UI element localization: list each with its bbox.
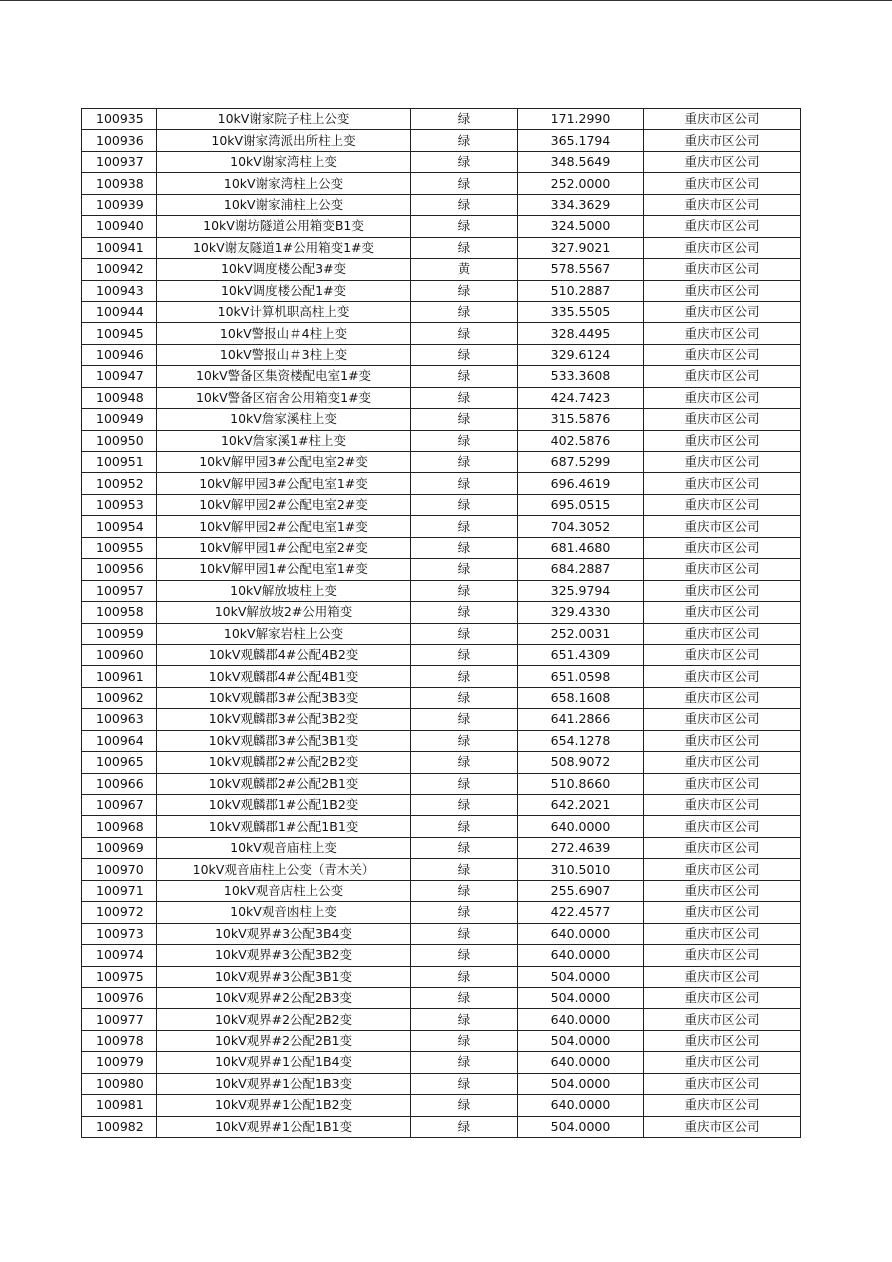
- cell-color: 绿: [411, 880, 518, 901]
- cell-color: 绿: [411, 452, 518, 473]
- cell-color: 绿: [411, 173, 518, 194]
- cell-id: 100963: [82, 709, 157, 730]
- cell-name: 10kV观麟郡4#公配4B1变: [157, 666, 411, 687]
- cell-company: 重庆市区公司: [644, 773, 801, 794]
- cell-id: 100947: [82, 366, 157, 387]
- table-row: [82, 1095, 801, 1116]
- table-row: [82, 387, 801, 408]
- cell-value: 641.2866: [518, 709, 644, 730]
- cell-name: 10kV詹家溪柱上变: [157, 409, 411, 430]
- cell-name: 10kV谢坊隧道公用箱变B1变: [157, 216, 411, 237]
- cell-company: 重庆市区公司: [644, 366, 801, 387]
- cell-company: 重庆市区公司: [644, 259, 801, 280]
- table-row: [82, 816, 801, 837]
- cell-value: 651.4309: [518, 644, 644, 665]
- cell-id: 100958: [82, 602, 157, 623]
- cell-company: 重庆市区公司: [644, 1052, 801, 1073]
- cell-name: 10kV观音庙柱上变: [157, 837, 411, 858]
- cell-id: 100956: [82, 559, 157, 580]
- cell-company: 重庆市区公司: [644, 730, 801, 751]
- table-row: [82, 923, 801, 944]
- cell-value: 365.1794: [518, 130, 644, 151]
- table-row: [82, 1073, 801, 1094]
- table-body: [82, 109, 801, 1138]
- cell-company: 重庆市区公司: [644, 130, 801, 151]
- cell-id: 100959: [82, 623, 157, 644]
- table-row: [82, 666, 801, 687]
- cell-name: 10kV警备区宿舍公用箱变1#变: [157, 387, 411, 408]
- cell-name: 10kV观界#3公配3B4变: [157, 923, 411, 944]
- cell-name: 10kV解甲园2#公配电室2#变: [157, 494, 411, 515]
- table-row: [82, 344, 801, 365]
- cell-company: 重庆市区公司: [644, 1030, 801, 1051]
- table-row: [82, 687, 801, 708]
- cell-color: 绿: [411, 537, 518, 558]
- cell-color: 绿: [411, 945, 518, 966]
- cell-value: 508.9072: [518, 752, 644, 773]
- cell-value: 504.0000: [518, 1030, 644, 1051]
- cell-id: 100949: [82, 409, 157, 430]
- cell-company: 重庆市区公司: [644, 709, 801, 730]
- cell-value: 504.0000: [518, 1116, 644, 1137]
- cell-id: 100968: [82, 816, 157, 837]
- cell-color: 绿: [411, 902, 518, 923]
- cell-id: 100964: [82, 730, 157, 751]
- cell-company: 重庆市区公司: [644, 752, 801, 773]
- cell-id: 100969: [82, 837, 157, 858]
- cell-color: 绿: [411, 194, 518, 215]
- cell-value: 402.5876: [518, 430, 644, 451]
- cell-value: 640.0000: [518, 945, 644, 966]
- cell-company: 重庆市区公司: [644, 473, 801, 494]
- cell-value: 640.0000: [518, 1009, 644, 1030]
- cell-name: 10kV观界#1公配1B4变: [157, 1052, 411, 1073]
- cell-id: 100973: [82, 923, 157, 944]
- cell-company: 重庆市区公司: [644, 151, 801, 172]
- cell-company: 重庆市区公司: [644, 452, 801, 473]
- table-row: [82, 430, 801, 451]
- table-row: [82, 730, 801, 751]
- table-row: [82, 194, 801, 215]
- cell-company: 重庆市区公司: [644, 580, 801, 601]
- cell-color: 绿: [411, 687, 518, 708]
- cell-value: 704.3052: [518, 516, 644, 537]
- cell-company: 重庆市区公司: [644, 1095, 801, 1116]
- cell-value: 681.4680: [518, 537, 644, 558]
- cell-name: 10kV观麟郡3#公配3B2变: [157, 709, 411, 730]
- cell-name: 10kV谢家浦柱上公变: [157, 194, 411, 215]
- cell-company: 重庆市区公司: [644, 816, 801, 837]
- cell-color: 绿: [411, 216, 518, 237]
- cell-company: 重庆市区公司: [644, 237, 801, 258]
- cell-company: 重庆市区公司: [644, 902, 801, 923]
- cell-name: 10kV警报山＃4柱上变: [157, 323, 411, 344]
- cell-value: 252.0031: [518, 623, 644, 644]
- cell-value: 510.8660: [518, 773, 644, 794]
- cell-value: 328.4495: [518, 323, 644, 344]
- cell-value: 510.2887: [518, 280, 644, 301]
- cell-company: 重庆市区公司: [644, 644, 801, 665]
- cell-name: 10kV解家岩柱上公变: [157, 623, 411, 644]
- table-row: [82, 773, 801, 794]
- cell-value: 422.4577: [518, 902, 644, 923]
- cell-company: 重庆市区公司: [644, 795, 801, 816]
- table-row: [82, 109, 801, 130]
- cell-name: 10kV谢家湾派出所柱上变: [157, 130, 411, 151]
- cell-company: 重庆市区公司: [644, 537, 801, 558]
- cell-name: 10kV詹家溪1#柱上变: [157, 430, 411, 451]
- cell-name: 10kV观界#3公配3B1变: [157, 966, 411, 987]
- cell-id: 100976: [82, 987, 157, 1008]
- cell-name: 10kV观麟郡1#公配1B2变: [157, 795, 411, 816]
- cell-company: 重庆市区公司: [644, 1073, 801, 1094]
- cell-id: 100942: [82, 259, 157, 280]
- cell-color: 绿: [411, 623, 518, 644]
- table-row: [82, 537, 801, 558]
- cell-value: 695.0515: [518, 494, 644, 515]
- cell-value: 348.5649: [518, 151, 644, 172]
- cell-name: 10kV解放坡2#公用箱变: [157, 602, 411, 623]
- cell-color: 绿: [411, 301, 518, 322]
- cell-company: 重庆市区公司: [644, 344, 801, 365]
- cell-id: 100943: [82, 280, 157, 301]
- cell-company: 重庆市区公司: [644, 216, 801, 237]
- cell-name: 10kV调度楼公配3#变: [157, 259, 411, 280]
- cell-name: 10kV解甲园3#公配电室2#变: [157, 452, 411, 473]
- cell-color: 绿: [411, 966, 518, 987]
- table-row: [82, 752, 801, 773]
- cell-company: 重庆市区公司: [644, 301, 801, 322]
- cell-value: 684.2887: [518, 559, 644, 580]
- cell-color: 绿: [411, 430, 518, 451]
- cell-id: 100971: [82, 880, 157, 901]
- cell-name: 10kV观界#2公配2B1变: [157, 1030, 411, 1051]
- cell-company: 重庆市区公司: [644, 494, 801, 515]
- cell-color: 绿: [411, 516, 518, 537]
- cell-name: 10kV谢友隧道1#公用箱变1#变: [157, 237, 411, 258]
- cell-name: 10kV解甲园1#公配电室1#变: [157, 559, 411, 580]
- cell-company: 重庆市区公司: [644, 923, 801, 944]
- cell-color: 绿: [411, 602, 518, 623]
- table-row: [82, 623, 801, 644]
- table-row: [82, 709, 801, 730]
- table-row: [82, 902, 801, 923]
- cell-id: 100944: [82, 301, 157, 322]
- cell-id: 100954: [82, 516, 157, 537]
- cell-name: 10kV警备区集资楼配电室1#变: [157, 366, 411, 387]
- cell-name: 10kV解甲园1#公配电室2#变: [157, 537, 411, 558]
- cell-id: 100941: [82, 237, 157, 258]
- cell-id: 100975: [82, 966, 157, 987]
- cell-name: 10kV解甲园2#公配电室1#变: [157, 516, 411, 537]
- cell-company: 重庆市区公司: [644, 966, 801, 987]
- cell-name: 10kV观麟郡3#公配3B1变: [157, 730, 411, 751]
- cell-color: 绿: [411, 709, 518, 730]
- cell-company: 重庆市区公司: [644, 409, 801, 430]
- cell-company: 重庆市区公司: [644, 430, 801, 451]
- cell-company: 重庆市区公司: [644, 559, 801, 580]
- cell-name: 10kV观界#1公配1B1变: [157, 1116, 411, 1137]
- cell-color: 黄: [411, 259, 518, 280]
- table-row: [82, 151, 801, 172]
- cell-value: 324.5000: [518, 216, 644, 237]
- cell-id: 100946: [82, 344, 157, 365]
- cell-color: 绿: [411, 323, 518, 344]
- page-top-border: [0, 0, 892, 1]
- table-row: [82, 1030, 801, 1051]
- table-row: [82, 580, 801, 601]
- cell-color: 绿: [411, 730, 518, 751]
- cell-color: 绿: [411, 859, 518, 880]
- cell-value: 654.1278: [518, 730, 644, 751]
- cell-company: 重庆市区公司: [644, 602, 801, 623]
- cell-company: 重庆市区公司: [644, 945, 801, 966]
- cell-name: 10kV观麟郡4#公配4B2变: [157, 644, 411, 665]
- cell-company: 重庆市区公司: [644, 1116, 801, 1137]
- cell-id: 100936: [82, 130, 157, 151]
- cell-color: 绿: [411, 1073, 518, 1094]
- cell-company: 重庆市区公司: [644, 323, 801, 344]
- cell-value: 642.2021: [518, 795, 644, 816]
- cell-id: 100967: [82, 795, 157, 816]
- cell-company: 重庆市区公司: [644, 859, 801, 880]
- cell-name: 10kV观音店柱上公变: [157, 880, 411, 901]
- table-row: [82, 259, 801, 280]
- table-row: [82, 945, 801, 966]
- table-row: [82, 966, 801, 987]
- cell-company: 重庆市区公司: [644, 194, 801, 215]
- cell-name: 10kV观麟郡2#公配2B2变: [157, 752, 411, 773]
- cell-id: 100962: [82, 687, 157, 708]
- cell-company: 重庆市区公司: [644, 173, 801, 194]
- cell-value: 696.4619: [518, 473, 644, 494]
- table-row: [82, 237, 801, 258]
- cell-value: 640.0000: [518, 816, 644, 837]
- cell-value: 687.5299: [518, 452, 644, 473]
- cell-id: 100970: [82, 859, 157, 880]
- cell-id: 100982: [82, 1116, 157, 1137]
- cell-id: 100938: [82, 173, 157, 194]
- cell-company: 重庆市区公司: [644, 666, 801, 687]
- table-row: [82, 130, 801, 151]
- cell-name: 10kV观界#1公配1B3变: [157, 1073, 411, 1094]
- cell-name: 10kV解甲园3#公配电室1#变: [157, 473, 411, 494]
- cell-value: 327.9021: [518, 237, 644, 258]
- table-row: [82, 837, 801, 858]
- cell-color: 绿: [411, 473, 518, 494]
- cell-value: 255.6907: [518, 880, 644, 901]
- cell-company: 重庆市区公司: [644, 387, 801, 408]
- table-row: [82, 323, 801, 344]
- cell-value: 315.5876: [518, 409, 644, 430]
- cell-value: 272.4639: [518, 837, 644, 858]
- cell-name: 10kV观麟郡1#公配1B1变: [157, 816, 411, 837]
- cell-company: 重庆市区公司: [644, 687, 801, 708]
- table-row: [82, 795, 801, 816]
- table-row: [82, 1009, 801, 1030]
- table-row: [82, 516, 801, 537]
- table-row: [82, 452, 801, 473]
- table-row: [82, 301, 801, 322]
- cell-name: 10kV警报山＃3柱上变: [157, 344, 411, 365]
- cell-id: 100966: [82, 773, 157, 794]
- cell-id: 100939: [82, 194, 157, 215]
- cell-color: 绿: [411, 109, 518, 130]
- cell-value: 578.5567: [518, 259, 644, 280]
- cell-color: 绿: [411, 387, 518, 408]
- cell-id: 100948: [82, 387, 157, 408]
- cell-id: 100977: [82, 1009, 157, 1030]
- cell-color: 绿: [411, 280, 518, 301]
- cell-value: 504.0000: [518, 1073, 644, 1094]
- cell-name: 10kV观音凼柱上变: [157, 902, 411, 923]
- cell-color: 绿: [411, 580, 518, 601]
- table-row: [82, 602, 801, 623]
- cell-id: 100955: [82, 537, 157, 558]
- cell-color: 绿: [411, 1095, 518, 1116]
- cell-color: 绿: [411, 773, 518, 794]
- cell-value: 533.3608: [518, 366, 644, 387]
- cell-color: 绿: [411, 494, 518, 515]
- cell-value: 329.6124: [518, 344, 644, 365]
- cell-color: 绿: [411, 151, 518, 172]
- cell-id: 100961: [82, 666, 157, 687]
- cell-value: 651.0598: [518, 666, 644, 687]
- table-row: [82, 409, 801, 430]
- cell-value: 334.3629: [518, 194, 644, 215]
- transformer-table: [81, 108, 801, 1138]
- cell-value: 252.0000: [518, 173, 644, 194]
- cell-value: 640.0000: [518, 1095, 644, 1116]
- cell-name: 10kV谢家湾柱上公变: [157, 173, 411, 194]
- cell-value: 171.2990: [518, 109, 644, 130]
- cell-color: 绿: [411, 752, 518, 773]
- table-row: [82, 859, 801, 880]
- cell-color: 绿: [411, 1030, 518, 1051]
- cell-color: 绿: [411, 344, 518, 365]
- cell-company: 重庆市区公司: [644, 1009, 801, 1030]
- cell-name: 10kV观界#3公配3B2变: [157, 945, 411, 966]
- cell-value: 424.7423: [518, 387, 644, 408]
- cell-name: 10kV观音庙柱上公变（青木关）: [157, 859, 411, 880]
- cell-value: 329.4330: [518, 602, 644, 623]
- cell-value: 640.0000: [518, 1052, 644, 1073]
- table-row: [82, 1116, 801, 1137]
- cell-company: 重庆市区公司: [644, 987, 801, 1008]
- cell-value: 310.5010: [518, 859, 644, 880]
- cell-id: 100957: [82, 580, 157, 601]
- cell-id: 100978: [82, 1030, 157, 1051]
- cell-name: 10kV观麟郡3#公配3B3变: [157, 687, 411, 708]
- cell-company: 重庆市区公司: [644, 109, 801, 130]
- cell-id: 100940: [82, 216, 157, 237]
- cell-id: 100945: [82, 323, 157, 344]
- cell-name: 10kV观界#2公配2B3变: [157, 987, 411, 1008]
- table-row: [82, 559, 801, 580]
- cell-id: 100972: [82, 902, 157, 923]
- table-row: [82, 473, 801, 494]
- cell-color: 绿: [411, 237, 518, 258]
- cell-value: 658.1608: [518, 687, 644, 708]
- cell-name: 10kV观界#2公配2B2变: [157, 1009, 411, 1030]
- cell-color: 绿: [411, 666, 518, 687]
- cell-name: 10kV计算机职高柱上变: [157, 301, 411, 322]
- table-row: [82, 644, 801, 665]
- cell-value: 325.9794: [518, 580, 644, 601]
- cell-id: 100974: [82, 945, 157, 966]
- cell-id: 100981: [82, 1095, 157, 1116]
- cell-color: 绿: [411, 837, 518, 858]
- cell-name: 10kV解放坡柱上变: [157, 580, 411, 601]
- cell-id: 100951: [82, 452, 157, 473]
- cell-color: 绿: [411, 130, 518, 151]
- table-row: [82, 280, 801, 301]
- cell-name: 10kV谢家院子柱上公变: [157, 109, 411, 130]
- cell-name: 10kV观界#1公配1B2变: [157, 1095, 411, 1116]
- cell-color: 绿: [411, 1009, 518, 1030]
- cell-color: 绿: [411, 644, 518, 665]
- cell-value: 640.0000: [518, 923, 644, 944]
- cell-id: 100952: [82, 473, 157, 494]
- cell-id: 100950: [82, 430, 157, 451]
- cell-name: 10kV调度楼公配1#变: [157, 280, 411, 301]
- cell-name: 10kV谢家湾柱上变: [157, 151, 411, 172]
- table-row: [82, 216, 801, 237]
- cell-color: 绿: [411, 795, 518, 816]
- cell-id: 100960: [82, 644, 157, 665]
- table-row: [82, 880, 801, 901]
- cell-color: 绿: [411, 987, 518, 1008]
- table-row: [82, 1052, 801, 1073]
- cell-color: 绿: [411, 559, 518, 580]
- cell-color: 绿: [411, 816, 518, 837]
- cell-color: 绿: [411, 409, 518, 430]
- cell-company: 重庆市区公司: [644, 880, 801, 901]
- cell-name: 10kV观麟郡2#公配2B1变: [157, 773, 411, 794]
- cell-color: 绿: [411, 366, 518, 387]
- cell-id: 100979: [82, 1052, 157, 1073]
- cell-id: 100935: [82, 109, 157, 130]
- cell-id: 100965: [82, 752, 157, 773]
- cell-company: 重庆市区公司: [644, 516, 801, 537]
- cell-color: 绿: [411, 923, 518, 944]
- cell-company: 重庆市区公司: [644, 280, 801, 301]
- cell-company: 重庆市区公司: [644, 623, 801, 644]
- cell-id: 100953: [82, 494, 157, 515]
- cell-id: 100980: [82, 1073, 157, 1094]
- table-row: [82, 173, 801, 194]
- cell-color: 绿: [411, 1116, 518, 1137]
- cell-value: 335.5505: [518, 301, 644, 322]
- cell-value: 504.0000: [518, 987, 644, 1008]
- cell-id: 100937: [82, 151, 157, 172]
- cell-color: 绿: [411, 1052, 518, 1073]
- table-row: [82, 987, 801, 1008]
- table-row: [82, 494, 801, 515]
- cell-company: 重庆市区公司: [644, 837, 801, 858]
- cell-value: 504.0000: [518, 966, 644, 987]
- table-row: [82, 366, 801, 387]
